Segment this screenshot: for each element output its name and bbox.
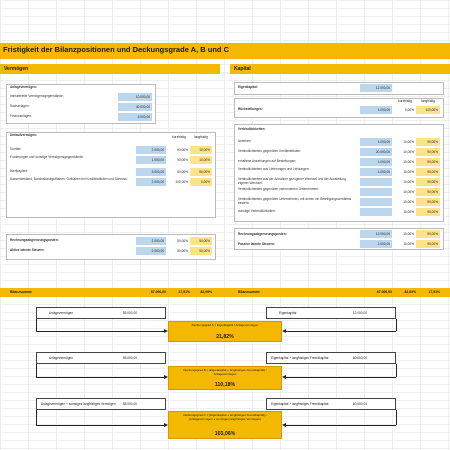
verb-value-0[interactable]: 1.000,00 [360, 138, 392, 146]
rueck-value[interactable]: 1.000,00 [360, 106, 392, 114]
anlage-value-1[interactable]: 40.000,00 [118, 103, 152, 111]
bilanzsumme-right-value: 67.000,00 [376, 290, 392, 294]
verb-kurz-5[interactable]: 10,00% [394, 188, 416, 196]
grade-a-wire-left [36, 319, 37, 331]
verb-label-0: Anleihen: [238, 139, 252, 143]
verb-lang-4[interactable]: 90,00% [416, 178, 440, 186]
grade-b-wire-left [36, 364, 37, 377]
grade-b-right-label: Eigenkapital + langfristiges Fremdkapital [271, 356, 329, 360]
anlage-label-1: Sachanlagen: [10, 104, 30, 108]
umlauf-label-0: Vorräte: [10, 147, 22, 151]
verb-label-4: Verbindlichkeiten aus der Annahme gezogener Wechsel und der Ausstellung eigener Wechsel: [238, 177, 346, 185]
latent-aktiv-lang[interactable]: 50,00% [190, 247, 212, 255]
umlauf-kurz-1[interactable]: 90,00% [168, 156, 190, 164]
verb-label-5: Verbindlichkeiten gegenüber verbundenen Unternehmen: [238, 187, 319, 191]
latent-aktiv-value[interactable]: 2.000,00 [136, 247, 166, 255]
grade-b-result-box [168, 366, 282, 390]
grade-a-formula: Deckungsgrad A = Eigenkapital / Anlagevermögen [191, 323, 259, 327]
verb-kurz-2[interactable]: 10,00% [394, 158, 416, 166]
grade-c-right-box [266, 398, 396, 410]
rueck-kurz[interactable]: 0,00% [394, 106, 416, 114]
umlauf-kurz-3[interactable]: 100,00% [168, 178, 190, 186]
grade-a-right-box [266, 307, 396, 319]
verb-kurz-1[interactable]: 10,00% [394, 148, 416, 156]
grade-b-formula: Deckungsgrad B = (Eigenkapital + langfristiges Fremdkapital) / Anlagevermögen [183, 368, 267, 376]
grade-b-wire-right-h [284, 377, 396, 378]
grade-c-result-box [168, 411, 282, 439]
section-vermoegen: Vermögen [0, 64, 220, 74]
umlauf-label-2: Wertpapiere: [10, 169, 29, 173]
umlauf-value-3[interactable]: 2.000,00 [136, 178, 166, 186]
verb-kurz-6[interactable]: 10,00% [394, 198, 416, 206]
verb-label-3: Verbindlichkeiten aus Lieferungen und Leistungen: [238, 167, 310, 171]
rap-passiv-kurz[interactable]: 10,00% [394, 230, 416, 238]
verb-label-2: erhaltene Anzahlungen auf Bestellungen: [238, 159, 297, 163]
anlage-label-0: Immaterielle Vermögensgegenstände: [10, 94, 64, 98]
grade-a-left-label: Anlagevermögen [49, 311, 74, 315]
verb-lang-6[interactable]: 90,00% [416, 198, 440, 206]
grade-a-right-label: Eigenkapital [279, 311, 297, 315]
latent-passiv-lang[interactable]: 90,00% [416, 240, 440, 248]
bilanzsumme-right-kurz: 82,09% [404, 290, 416, 294]
grade-a-result-box [168, 321, 282, 342]
grade-c-right-value: 60.600,00 [352, 402, 367, 406]
grade-c-right-label: Eigenkapital + langfristiges Fremdkapital [271, 402, 329, 406]
umlauf-lang-1[interactable]: 10,00% [190, 156, 212, 164]
grade-b-left-label: Anlagevermögen [49, 356, 74, 360]
rap-aktiv-value[interactable]: 2.000,00 [136, 237, 166, 245]
grade-a-wire-right [396, 319, 397, 331]
grade-a-result: 21,82% [216, 334, 234, 340]
rap-aktiv-kurz[interactable]: 50,00% [168, 237, 190, 245]
grade-c-wire-right-h [284, 425, 396, 426]
bilanzsumme-right-lang: 17,91% [428, 290, 440, 294]
rap-passiv-value[interactable]: 10.000,00 [360, 230, 392, 238]
verb-kurz-7[interactable]: 10,00% [394, 208, 416, 216]
umlauf-kurz-2[interactable]: 50,00% [168, 168, 190, 176]
verb-label-6: Verbindlichkeiten gegenüber Unternehmen, mit denen ein Beteiligungsverhältnis besteht: [238, 197, 352, 205]
verb-lang-5[interactable]: 90,00% [416, 188, 440, 196]
umlauf-label-3: Kassenbestand, Bundesbankguthaben, Guthaben bei Kreditinstituten und Schecks: [10, 177, 128, 181]
grade-b-right-value: 60.600,00 [352, 356, 367, 360]
verb-value-6[interactable] [360, 198, 392, 206]
grade-a-wire-left-h [36, 331, 166, 332]
grade-b-right-box [266, 352, 396, 364]
anlage-title: Anlagevermögen: [10, 85, 37, 89]
grade-c-wire-right [396, 410, 397, 425]
anlage-value-2[interactable]: 5.000,00 [118, 113, 152, 121]
grade-a-left-box [36, 307, 166, 319]
grade-c-left-label: Anlagevermögen + sonstiges langfristiges Vermögen [41, 402, 116, 406]
bilanzsumme-left-lang: 82,09% [200, 290, 212, 294]
grade-c-result: 103,06% [214, 431, 236, 437]
grade-a-wire-right-h [284, 331, 396, 332]
grade-b-left-box [36, 352, 166, 364]
verb-lang-1[interactable]: 90,00% [416, 148, 440, 156]
rueck-lang[interactable]: 100,00% [416, 106, 440, 114]
rueck-label: Rückstellungen: [238, 107, 263, 111]
grade-c-left-value: 58.000,00 [122, 402, 137, 406]
verb-value-3[interactable]: 1.000,00 [360, 168, 392, 176]
verb-lang-3[interactable]: 90,00% [416, 168, 440, 176]
grade-a-arrow-left [282, 329, 286, 333]
verb-kurz-4[interactable]: 10,00% [394, 178, 416, 186]
header-kurzfristig-r: kurzfristig [398, 99, 412, 103]
latent-aktiv-kurz[interactable]: 50,00% [168, 247, 190, 255]
grade-a-right-value: 12.000,00 [352, 311, 367, 315]
header-kurzfristig: kurzfristig [172, 135, 186, 139]
umlauf-title: Umlaufvermögen: [10, 133, 38, 137]
umlauf-kurz-0[interactable]: 90,00% [168, 146, 190, 154]
umlauf-value-1[interactable]: 1.000,00 [136, 156, 166, 164]
latent-passiv-value[interactable]: 2.000,00 [360, 240, 392, 248]
grade-c-wire-left [36, 410, 37, 425]
grade-c-formula: Deckungsgrad C = (Eigenkapital + langfristiges Fremdkapital) / (Anlagevermögen + sonstiges langfristiges Vermögen) [183, 413, 267, 421]
anlage-value-0[interactable]: 10.000,00 [118, 93, 152, 101]
umlauf-value-2[interactable]: 3.000,00 [136, 168, 166, 176]
eigenkapital-value[interactable]: 12.000,00 [360, 84, 392, 92]
anlage-label-2: Finanzanlagen: [10, 114, 32, 118]
rap-aktiv-lang[interactable]: 50,00% [190, 237, 212, 245]
umlauf-lang-2[interactable]: 50,00% [190, 168, 212, 176]
umlauf-label-1: Forderungen und sonstige Vermögensgegenstände: [10, 155, 84, 159]
verb-value-4[interactable] [360, 178, 392, 186]
verb-value-1[interactable]: 20.000,00 [360, 148, 392, 156]
bilanzsumme-left-value: 67.000,00 [150, 290, 166, 294]
grade-c-arrow-left [282, 423, 286, 427]
header-langfristig: langfristig [194, 135, 208, 139]
verb-lang-0[interactable]: 90,00% [416, 138, 440, 146]
latent-aktiv-label: Aktive latente Steuern: [10, 248, 45, 252]
bilanzsumme-right-label: Bilanzsumme [238, 290, 260, 294]
verb-kurz-0[interactable]: 10,00% [394, 138, 416, 146]
grade-b-wire-right [396, 364, 397, 377]
latent-passiv-label: Passive latente Steuern: [238, 242, 275, 246]
verb-lang-7[interactable]: 90,00% [416, 208, 440, 216]
grade-c-wire-left-h [36, 425, 166, 426]
grade-b-arrow-left [282, 375, 286, 379]
umlauf-value-0[interactable]: 2.000,00 [136, 146, 166, 154]
verb-value-2[interactable]: 1.000,00 [360, 158, 392, 166]
section-kapital: Kapital [230, 64, 450, 74]
umlauf-lang-3[interactable]: 0,00% [190, 178, 212, 186]
verb-label-1: Verbindlichkeiten gegenüber Kreditinstituten: [238, 149, 302, 153]
latent-passiv-kurz[interactable]: 10,00% [394, 240, 416, 248]
rap-passiv-label: Rechnungsabgrenzungsposten: [238, 232, 287, 236]
grade-c-left-box [36, 398, 166, 410]
header-langfristig-r: langfristig [421, 99, 435, 103]
grade-a-left-value: 55.000,00 [122, 311, 137, 315]
verb-kurz-3[interactable]: 10,00% [394, 168, 416, 176]
eigenkapital-box [234, 82, 444, 95]
rap-aktiv-label: Rechnungsabgrenzungsposten: [10, 238, 59, 242]
verb-value-5[interactable] [360, 188, 392, 196]
grade-b-result: 110,18% [214, 382, 236, 388]
verb-label-7: sonstige Verbindlichkeiten: [238, 209, 276, 213]
verb-value-7[interactable] [360, 208, 392, 216]
bilanzsumme-left-kurz: 17,91% [178, 290, 190, 294]
verb-lang-2[interactable]: 90,00% [416, 158, 440, 166]
rap-passiv-lang[interactable]: 90,00% [416, 230, 440, 238]
grade-b-left-value: 55.000,00 [122, 356, 137, 360]
bilanzsumme-left-label: Bilanzsumme [10, 290, 32, 294]
verb-title: Verbindlichkeiten: [238, 127, 266, 131]
page-title: Fristigkeit der Bilanzpositionen und Deckungsgrade A, B und C [3, 45, 229, 54]
grade-b-wire-left-h [36, 377, 166, 378]
umlauf-lang-0[interactable]: 10,00% [190, 146, 212, 154]
eigenkapital-label: Eigenkapital: [238, 85, 258, 89]
